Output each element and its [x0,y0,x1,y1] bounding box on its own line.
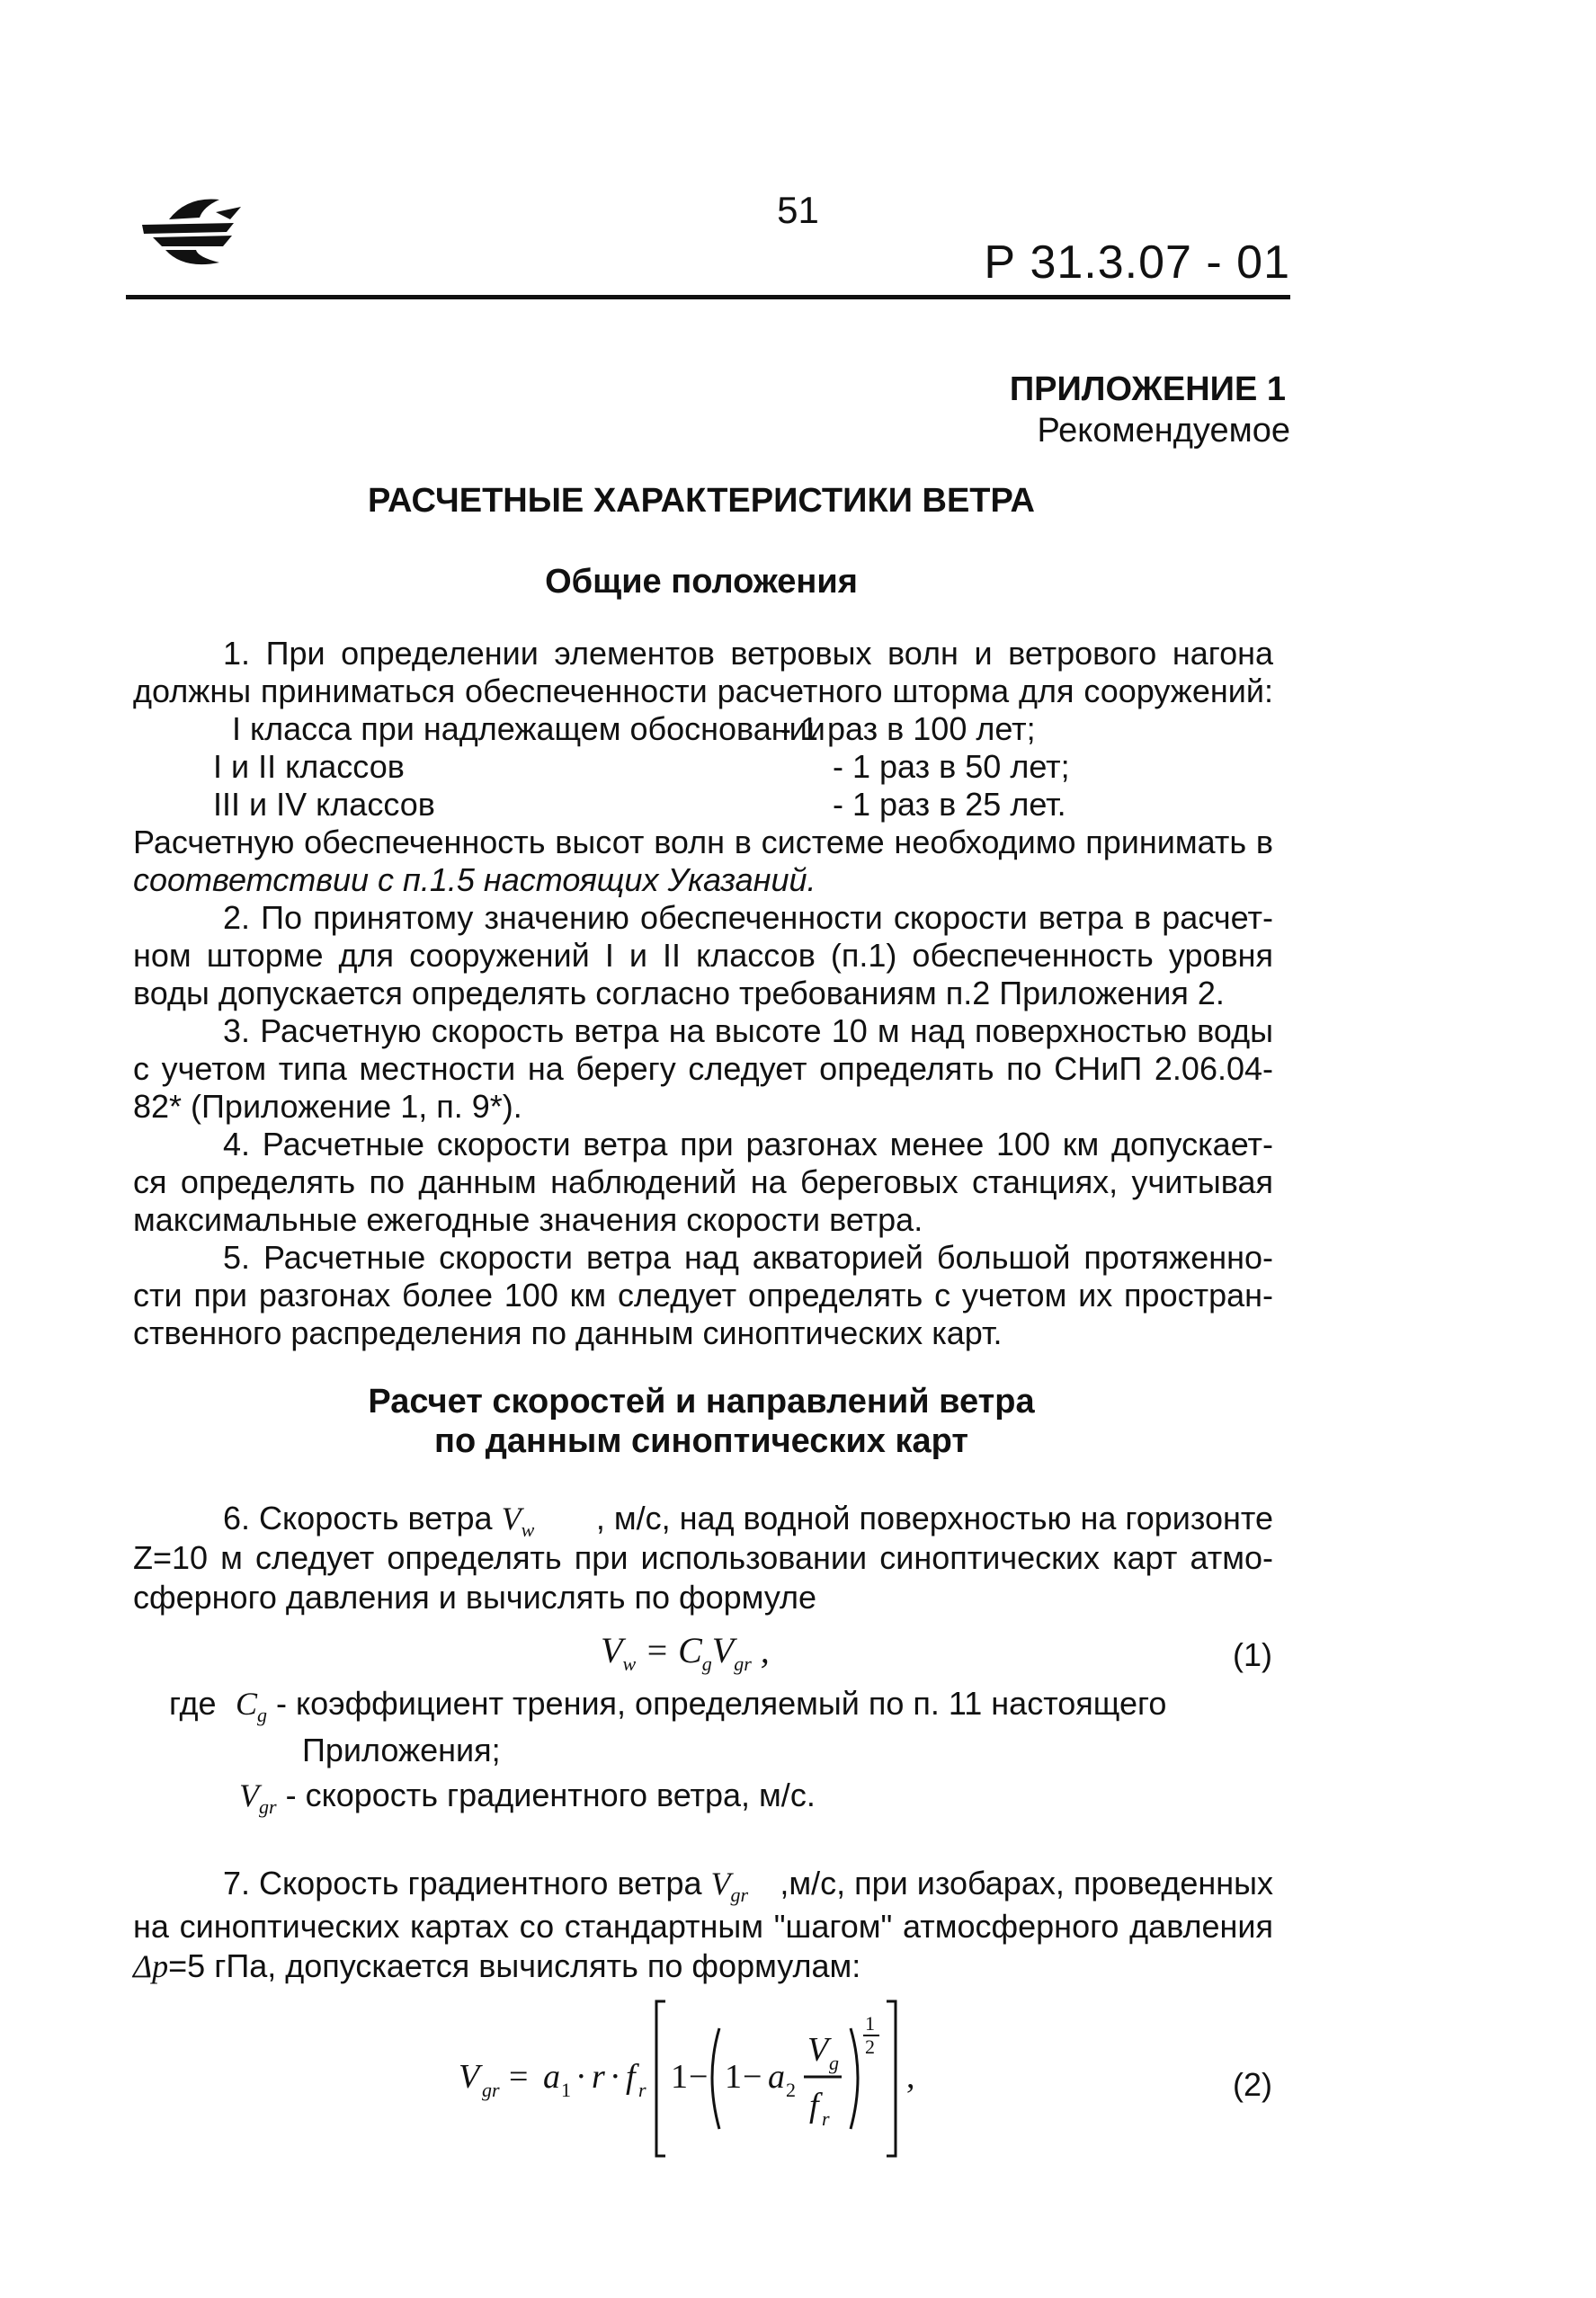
paragraph-1-tail-line-1: Расчетную обеспеченность высот волн в системе необходимо принимать в [133,824,1273,860]
svg-text:,: , [906,2058,915,2096]
p6-intro: 6. Скорость ветра $V_w$ [223,1500,535,1542]
paragraph-6-line-2: Z=10 м следует определять при использовании синоптических карт атмо- [133,1539,1273,1576]
class-row-value: - 1 раз в 100 лет; [780,710,1036,747]
paragraph-7-line-1 [133,1865,1273,1914]
annex-label: ПРИЛОЖЕНИЕ 1 [1009,370,1286,408]
header-rule [126,295,1290,299]
page-title: РАСЧЕТНЫЕ ХАРАКТЕРИСТИКИ ВЕТРА [368,482,1035,520]
svg-text:·: · [575,2058,587,2096]
formula-2 [450,1994,953,2161]
svg-text:2: 2 [786,2079,796,2101]
cg-symbol: $C_g$ [236,1686,268,1727]
class-row-value: - 1 раз в 50 лет; [833,748,1070,785]
svg-text:=: = [509,2058,529,2096]
formula-2-number: (2) [1233,2066,1272,2103]
svg-text:1: 1 [671,2058,688,2096]
class-row-label: I и II классов [213,748,405,785]
svg-text:−: − [689,2058,709,2096]
svg-text:·: · [610,2058,621,2096]
paragraph-2: 2. По принятому значению обеспеченности скорости ветра в расчет-ном шторме для сооружений I и II классов (п.1) обеспеченность уровня воды допускается определять согласно требованиям п.2 Приложения 2. [133,899,1273,1011]
class-row-label: III и IV классов [213,786,435,823]
svg-text:f: f [809,2087,819,2124]
vw-symbol: $V_w$ [501,1501,535,1542]
paragraph-1-line-1: 1. При определении элементов ветровых волн и ветрового нагона [223,635,1273,672]
section-heading-general: Общие положения [545,563,858,601]
annex-status: Рекомендуемое [1037,412,1290,450]
svg-text:f: f [626,2058,636,2096]
svg-text:a: a [543,2058,560,2096]
svg-text:V: V [459,2058,480,2096]
class-row-value: - 1 раз в 25 лет. [833,786,1066,823]
svg-text:r: r [592,2058,605,2096]
p7-intro: 7. Скорость градиентного ветра $V_{gr}$ [223,1865,749,1907]
svg-text:r: r [638,2079,646,2101]
section-heading-synoptic-line-2: по данным синоптических карт [434,1422,968,1460]
class-row-label: I класса при надлежащем обосновании [232,710,825,747]
paragraph-7-line-3: Δp=5 гПа, допускается вычислять по формулам: [133,1947,861,1984]
paragraph-7-line-2: на синоптических картах со стандартным "шагом" атмосферного давления [133,1908,1273,1945]
svg-text:r: r [822,2107,830,2130]
svg-text:a: a [768,2058,785,2096]
svg-text:V: V [807,2031,829,2069]
paragraph-6-line-3: сферного давления и вычислять по формуле [133,1579,817,1616]
p6-rest: , м/с, над водной поверхностью на горизонте [595,1500,1273,1536]
paragraph-1-line-2: должны приниматься обеспеченности расчетного шторма для сооружений: [133,672,1273,709]
svg-text:2: 2 [865,2035,875,2058]
svg-text:g: g [829,2052,839,2074]
paragraph-4: 4. Расчетные скорости ветра при разгонах менее 100 км допускает-ся определять по данным наблюдений на береговых станциях, учитывая максимальные ежегодные значения скорости ветра. [133,1126,1273,1238]
formula-1-number: (1) [1233,1636,1272,1673]
svg-text:1: 1 [725,2058,742,2096]
section-heading-synoptic-line-1: Расчет скоростей и направлений ветра [368,1383,1035,1421]
where-cg-line-2: Приложения; [302,1732,501,1768]
formula-1: $V_w = C_gV_{gr}$ , [601,1630,770,1675]
document-number: Р 31.3.07 - 01 [984,236,1290,289]
vgr-symbol: $V_{gr}$ [710,1866,749,1907]
paragraph-5: 5. Расчетные скорости ветра над акваторией большой протяженно-сти при разгонах более 100 км следует определять с учетом их простран-ственного распределения по данным синоптических карт. [133,1239,1273,1351]
vgr-symbol: $V_{gr}$ [239,1777,277,1819]
svg-text:−: − [743,2058,762,2096]
svg-text:gr: gr [482,2079,500,2101]
where-cg: $C_g$ - коэффициент трения, определяемый по п. 11 настоящего [236,1685,1167,1727]
p7-rest: ,м/с, при изобарах, проведенных [780,1865,1273,1902]
svg-text:1: 1 [561,2079,571,2101]
where-word: где [169,1685,217,1722]
paragraph-3: 3. Расчетную скорость ветра на высоте 10 м над поверхностью воды с учетом типа местности на берегу следует определять по СНиП 2.06.04-82* (Приложение 1, п. 9*). [133,1012,1273,1125]
where-vgr: $V_{gr}$ - скорость градиентного ветра, м/с. [239,1777,816,1819]
svg-text:1: 1 [865,2012,875,2035]
paragraph-1-tail-line-2: соответствии с п.1.5 настоящих Указаний. [133,861,816,898]
page-number: 51 [777,189,819,231]
